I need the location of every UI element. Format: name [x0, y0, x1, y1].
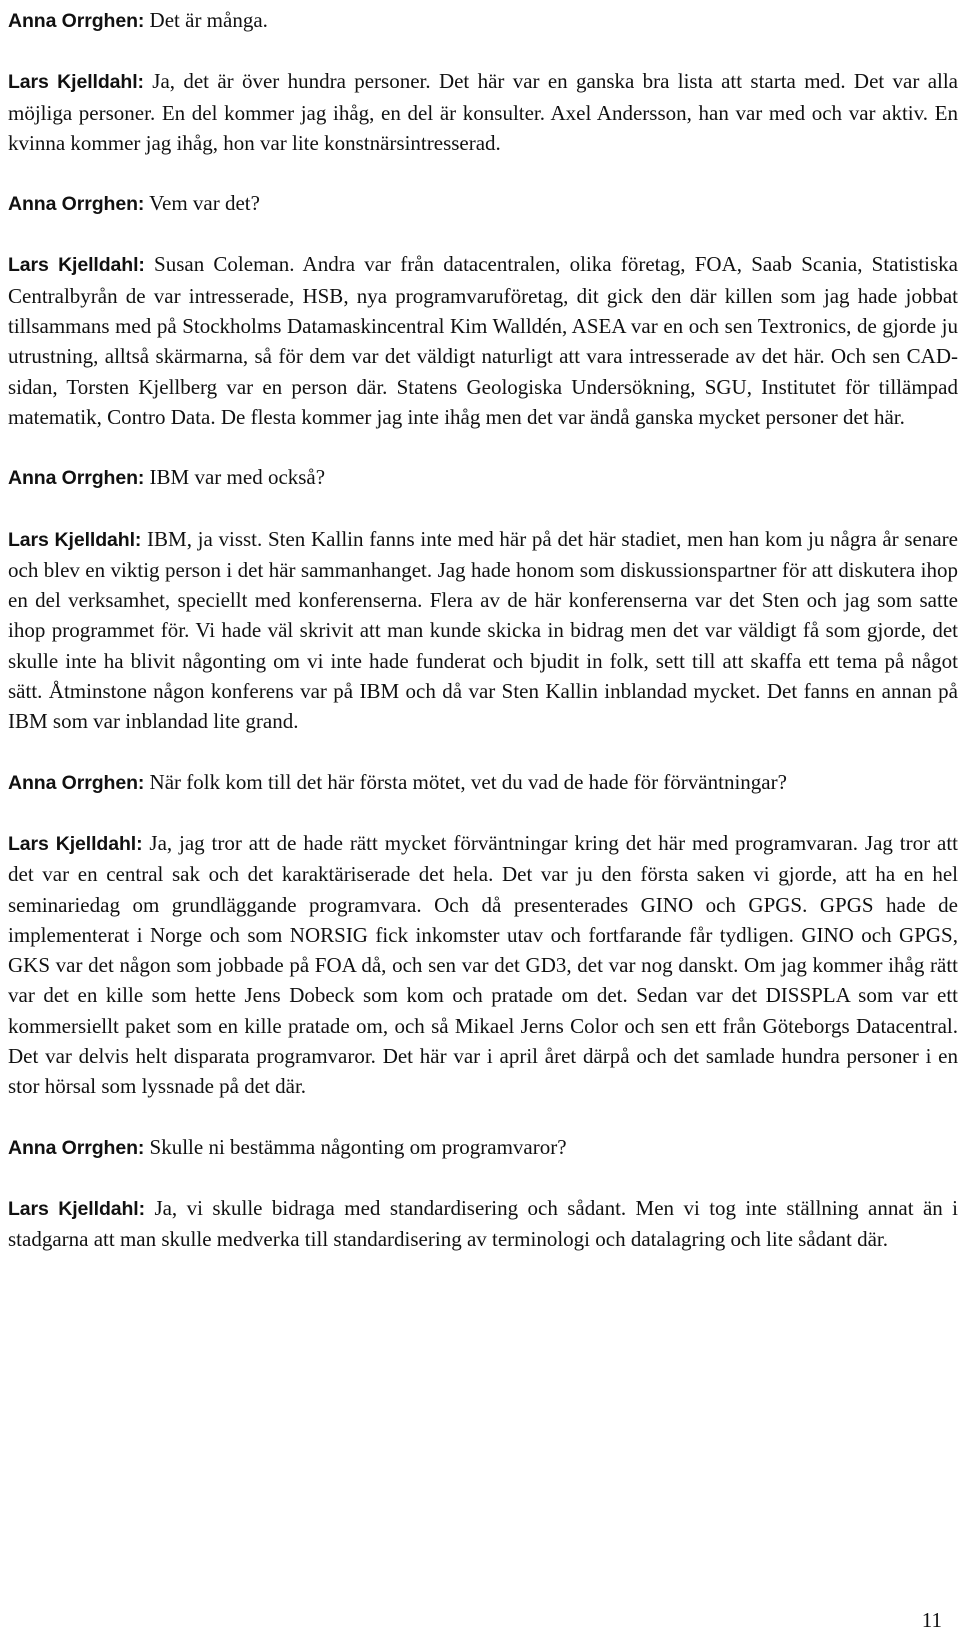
turn-text: Det är många. — [149, 8, 268, 32]
turn-text: Ja, vi skulle bidraga med standardisering och sådant. Men vi tog inte ställning annat än i stadgarna att man skulle medverka till standardisering av terminologi och datalagring och lite sådant där. — [8, 1195, 958, 1252]
transcript-turn — [8, 5, 958, 36]
transcript-turn — [8, 249, 958, 432]
transcript-turn — [8, 524, 958, 737]
speaker-name: Anna Orrghen: — [8, 467, 145, 490]
transcript-turn — [8, 767, 958, 798]
speaker-name: Lars Kjelldahl: — [8, 1197, 146, 1220]
speaker-name: Anna Orrghen: — [8, 771, 145, 794]
transcript-turn — [8, 66, 958, 158]
turn-text: Ja, jag tror att de hade rätt mycket förväntningar kring det här med programvaran. Jag tror att det var en central sak och det karaktäriserade det hela. Det var ju den första saken vi gjorde, att ha en hel seminariedag om grundläggande programvara. Och då presenterades GINO och GPGS. GPGS hade de implementerat i Norge och som NORSIG fick inkomster utav och fortfarande får tydligen. GINO och GPGS, GKS var det någon som jobbade på FOA då, och sen var det GD3, det var nog danskt. Om jag kommer ihåg rätt var det en kille som hette Jens Dobeck som kom och pratade om det. Sedan var det DISSPLA som var ett kommersiellt paket som en kille pratade om, och så Mikael Jerns Color och sen ett från Göteborgs Datacentral. Det var delvis helt disparata programvaror. Det här var i april året därpå och det samlade hundra personer i en stor hörsal som lyssnade på det där. — [8, 830, 958, 1099]
turn-text: IBM var med också? — [149, 465, 326, 490]
interview-transcript — [8, 5, 958, 1285]
transcript-turn — [8, 1132, 958, 1163]
turn-text: Susan Coleman. Andra var från datacentralen, olika företag, FOA, Saab Scania, Statistiska Centralbyrån de var intresserade, HSB, nya programvaruföretag, dit gick den där killen som jag hade jobbat tillsammans med på Stockholms Datamaskincentral Kim Walldén, ASEA var en och sen Textronics, de gjorde ju utrustning, alltså skärmarna, så för dem var det väldigt naturligt att vara intresserade av det här. Och sen CAD-sidan, Torsten Kjellberg var en person där. Statens Geologiska Undersökning, SGU, Institutet för tillämpad matematik, Contro Data. De flesta kommer jag inte ihåg men det var ändå ganska mycket personer det här. — [8, 252, 959, 429]
speaker-name: Lars Kjelldahl: — [8, 528, 142, 551]
speaker-name: Lars Kjelldahl: — [8, 71, 144, 94]
turn-text: Vem var det? — [149, 191, 260, 216]
transcript-turn — [8, 188, 958, 219]
turn-text: Skulle ni bestämma någonting om programvaror? — [149, 1134, 567, 1159]
speaker-name: Lars Kjelldahl: — [8, 254, 145, 277]
speaker-name: Anna Orrghen: — [8, 1136, 145, 1159]
speaker-name: Lars Kjelldahl: — [8, 832, 143, 855]
turn-text: När folk kom till det här första mötet, vet du vad de hade för förväntningar? — [149, 769, 787, 794]
transcript-turn — [8, 828, 958, 1102]
speaker-name: Anna Orrghen: — [8, 10, 145, 32]
turn-text: Ja, det är över hundra personer. Det här var en ganska bra lista att starta med. Det var alla möjliga personer. En del kommer jag ihåg, en del är konsulter. Axel Andersson, han var med och var aktiv. En kvinna kommer jag ihåg, hon var lite konstnärsintresserad. — [8, 69, 959, 155]
page-number: 11 — [921, 1608, 942, 1632]
transcript-turn — [8, 462, 958, 493]
speaker-name: Anna Orrghen: — [8, 193, 145, 216]
turn-text: IBM, ja visst. Sten Kallin fanns inte med här på det här stadiet, men han kom ju några år senare och blev en viktig person i det här sammanhanget. Jag hade honom som diskussionspartner för att diskutera ihop en del verksamhet, speciellt med konferenserna. Flera av de här konferenserna var det Sten och jag som satte ihop programmet för. Vi hade väl skrivit att man kunde skicka in bidrag men det var väldigt få som gjorde, det skulle inte ha blivit någonting om vi inte hade funderat och bjudit in folk, sett till att skaffa ett tema på något sätt. Åtminstone någon konferens var på IBM och då var Sten Kallin inblandad mycket. Det fanns en annan på IBM som var inblandad lite grand. — [8, 526, 958, 734]
transcript-turn — [8, 1193, 958, 1255]
